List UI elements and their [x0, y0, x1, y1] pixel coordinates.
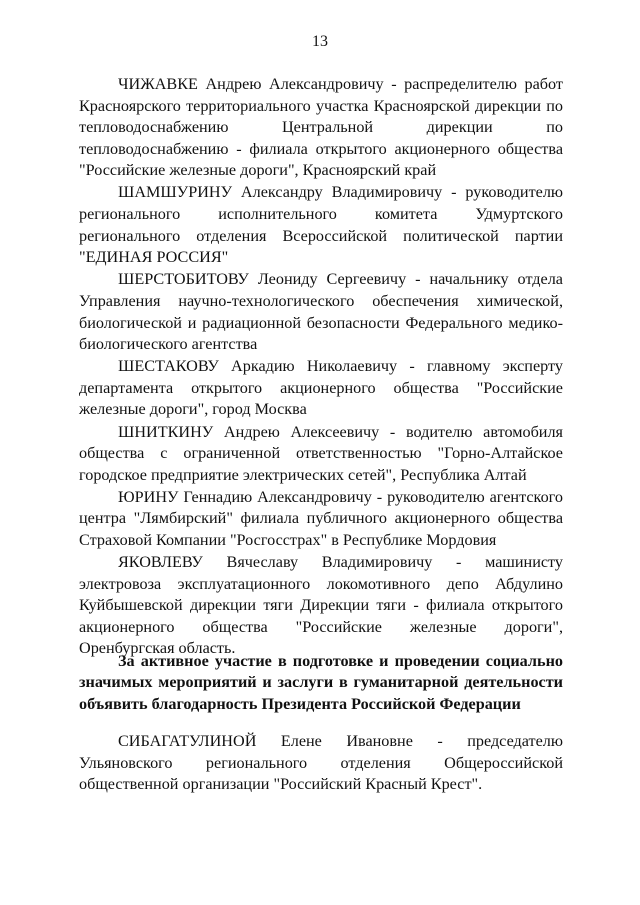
final-entry-line-3: общественной организации "Российский Красный Крест".	[79, 775, 483, 794]
awardee-entry: ЮРИНУ Геннадию Александровичу - руководителю агентского центра "Лямбирский" филиала публичного акционерного общества Страховой Компании "Росгосстрах" в Республике Мордовия	[79, 487, 563, 549]
final-entry-word: Елене	[280, 732, 322, 750]
final-entry-line-2: Ульяновского регионального отделения Общероссийской	[79, 753, 563, 772]
final-awardee-entry	[79, 731, 563, 796]
awardee-entry: ШЕРСТОБИТОВУ Леониду Сергеевичу - начальнику отдела Управления научно-технологического обеспечения химической, биологической и радиационной безопасности Федерального медико-биологического агентства	[79, 270, 563, 354]
final-entry-word: СИБАГАТУЛИНОЙ	[118, 732, 257, 750]
page-number: 13	[312, 33, 328, 50]
awardee-entry: ЯКОВЛЕВУ Вячеславу Владимировичу - машинисту электровоза эксплуатационного локомотивного депо Абдулино Куйбышевской дирекции тяги Дирекции тяги - филиала открытого акционерного общества "Российские железные дороги", Оренбургская область.	[79, 553, 563, 658]
awardee-entry: ЧИЖАВКЕ Андрею Александровичу - распределителю работ Красноярского территориального участка Красноярской дирекции по тепловодоснабжению Центральной дирекции по тепловодоснабжению - филиала открытого акционерного общества "Российские железные дороги", Красноярский край	[79, 75, 563, 180]
awardee-entry: ШЕСТАКОВУ Аркадию Николаевичу - главному эксперту департамента открытого акционерного общества "Российские железные дороги", город Москва	[79, 357, 563, 419]
decree-heading: За активное участие в подготовке и проведении социально значимых мероприятий и заслуги в гуманитарной деятельности объявить благодарность Президента Российской Федерации	[79, 652, 563, 713]
final-entry-line-1	[79, 731, 563, 753]
awardee-entry: ШНИТКИНУ Андрею Алексеевичу - водителю автомобиля общества с ограниченной ответственностью "Горно-Алтайское городское предприятие электрических сетей", Республика Алтай	[79, 422, 563, 484]
final-entry-word: Ивановне	[346, 732, 413, 750]
final-entry-word: председателю	[467, 732, 563, 750]
final-entry-word: -	[437, 732, 443, 750]
awardee-list	[79, 74, 563, 660]
awardee-entry: ШАМШУРИНУ Александру Владимировичу - руководителю регионального исполнительного комитета Удмуртского регионального отделения Всероссийской политической партии "ЕДИНАЯ РОССИЯ"	[79, 183, 563, 267]
